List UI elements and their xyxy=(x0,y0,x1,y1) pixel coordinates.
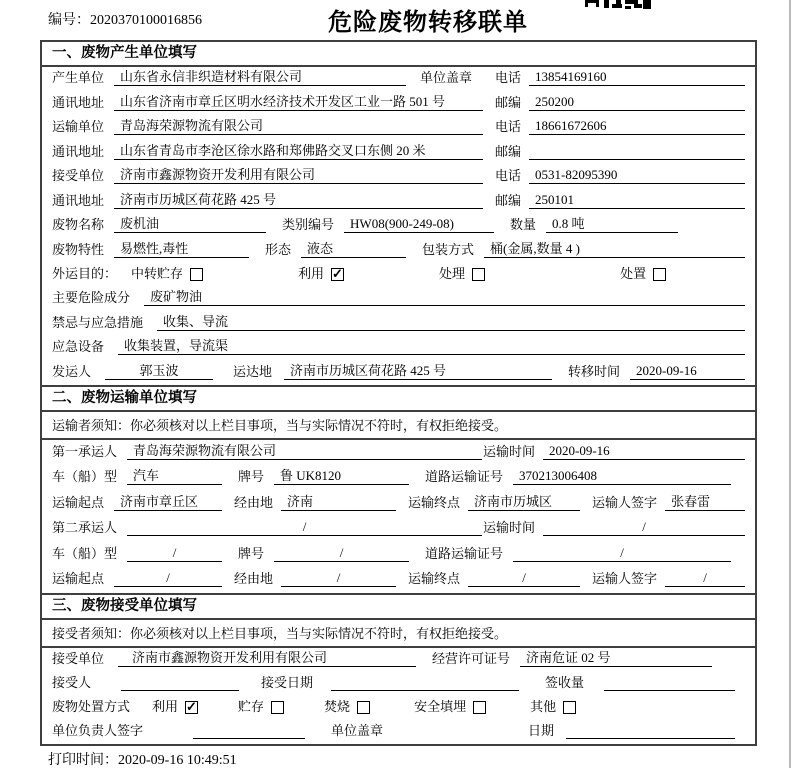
page-edge-line xyxy=(789,0,791,768)
producer-address-field: 山东省济南市章丘区明水经济技术开发区工业一路 501 号 xyxy=(114,93,483,111)
address-label: 通讯地址 xyxy=(52,143,105,159)
disposal-method-row xyxy=(42,698,755,719)
producer-unit-field: 山东省永信非织造材料有限公司 xyxy=(114,68,406,86)
first-carrier-field: 青岛海荣源物流有限公司 xyxy=(127,442,482,460)
origin-label: 运输起点 xyxy=(52,494,105,510)
transfer-storage-checkbox xyxy=(190,268,203,281)
first-road-license-field: 370213006408 xyxy=(513,467,731,485)
section1-body xyxy=(42,67,755,385)
consignor-field: 郭玉波 xyxy=(105,362,213,380)
receiver-phone-field: 0531-82095390 xyxy=(529,166,745,184)
address-label: 通讯地址 xyxy=(52,94,105,110)
transport-time-label: 运输时间 xyxy=(483,520,536,536)
responsible-sign-field xyxy=(193,722,305,739)
waste-name-field: 废机油 xyxy=(114,215,266,233)
purpose-option-utilize: 利用 ✓ xyxy=(298,265,344,282)
first-origin-field: 济南市章丘区 xyxy=(114,493,222,511)
hazard-component-row xyxy=(42,288,755,310)
emergency-measures-field: 收集、导流 xyxy=(157,313,745,331)
receiver-address-field: 济南市历城区荷花路 425 号 xyxy=(114,191,483,209)
zip-label: 邮编 xyxy=(495,94,522,110)
origin-label: 运输起点 xyxy=(52,571,105,587)
terminus-label: 运输终点 xyxy=(408,571,461,587)
first-transport-time-field: 2020-09-16 xyxy=(543,442,745,460)
producer-address-row xyxy=(42,93,755,115)
phone-label: 电话 xyxy=(495,168,522,184)
waste-character-label: 废物特性 xyxy=(52,241,105,257)
first-terminus-field: 济南市历城区 xyxy=(468,493,580,511)
quantity-label: 数量 xyxy=(510,217,537,233)
hazard-component-label: 主要危险成分 xyxy=(52,290,131,306)
received-amount-field xyxy=(604,674,735,691)
receiver-unit-label: 接受单位 xyxy=(52,168,105,184)
consignor-row xyxy=(42,362,755,384)
accept-person-row xyxy=(42,674,755,695)
disposal-store-checkbox xyxy=(271,701,284,714)
disposal-option-utilize: 利用 ✓ xyxy=(152,698,198,715)
destination-label: 运达地 xyxy=(233,363,273,379)
section3-heading: 三、废物接受单位填写 xyxy=(42,593,755,620)
via-label: 经由地 xyxy=(234,571,274,587)
waste-name-row xyxy=(42,215,755,237)
address-label: 通讯地址 xyxy=(52,192,105,208)
via-label: 经由地 xyxy=(234,494,274,510)
transporter-notice: 运输者须知：你必须核对以上栏目事项，当与实际情况不符时，有权拒绝接受。 xyxy=(42,412,755,440)
form-label: 形态 xyxy=(265,241,292,257)
first-vehicle-type-field: 汽车 xyxy=(127,467,222,485)
accept-unit-label: 接受单位 xyxy=(52,651,105,667)
emergency-equipment-field: 收集装置，导流渠 xyxy=(118,337,745,355)
second-carrier-label: 第二承运人 xyxy=(52,520,118,536)
second-vehicle-type-field: / xyxy=(127,544,222,562)
quantity-field: 0.8 吨 xyxy=(546,215,678,233)
second-carrier-row xyxy=(42,518,755,540)
emergency-measures-label: 禁忌与应急措施 xyxy=(52,314,144,330)
first-via-field: 济南 xyxy=(281,493,396,511)
road-license-label: 道路运输证号 xyxy=(425,469,504,485)
disposal-incinerate-checkbox xyxy=(357,701,370,714)
first-plate-field: 鲁 UK8120 xyxy=(274,467,409,485)
plate-label: 牌号 xyxy=(238,469,265,485)
terminus-label: 运输终点 xyxy=(408,494,461,510)
seal-date-field xyxy=(566,722,735,739)
vehicle-type-label: 车（船）型 xyxy=(52,545,118,561)
accept-person-label: 接受人 xyxy=(52,675,92,691)
second-plate-field: / xyxy=(274,544,409,562)
receiver-unit-field: 济南市鑫源物资开发利用有限公司 xyxy=(114,166,483,184)
transporter-unit-label: 运输单位 xyxy=(52,119,105,135)
qr-code-fragment xyxy=(585,0,651,13)
permit-number-label: 经营许可证号 xyxy=(432,651,511,667)
second-vehicle-row xyxy=(42,544,755,566)
disposal-option-incinerate: 焚烧 xyxy=(324,698,370,715)
accept-date-label: 接受日期 xyxy=(261,675,314,691)
accept-date-field xyxy=(331,674,519,691)
waste-name-label: 废物名称 xyxy=(52,217,105,233)
purpose-option-treat: 处理 xyxy=(439,265,485,282)
packing-field: 桶(金属,数量 4 ) xyxy=(484,240,745,258)
second-carrier-sign-field: / xyxy=(665,569,745,587)
consignor-label: 发运人 xyxy=(52,363,92,379)
transfer-time-label: 转移时间 xyxy=(568,363,621,379)
carrier-sign-label: 运输人签字 xyxy=(592,494,658,510)
second-origin-field: / xyxy=(114,569,222,587)
transporter-unit-field: 青岛海荣源物流有限公司 xyxy=(114,117,483,135)
transporter-phone-field: 18661672606 xyxy=(529,117,745,135)
hazard-component-field: 废矿物油 xyxy=(144,288,745,306)
purpose-option-transfer-storage: 中转贮存 xyxy=(131,265,203,282)
road-license-label: 道路运输证号 xyxy=(425,545,504,561)
permit-number-field: 济南危证 02 号 xyxy=(520,649,712,667)
disposal-option-landfill: 安全填埋 xyxy=(414,698,486,715)
disposal-option-store: 贮存 xyxy=(238,698,284,715)
section2-body xyxy=(42,440,755,593)
producer-unit-row xyxy=(42,68,755,90)
serial-number: 编号：2020370100016856 xyxy=(48,13,202,28)
accept-person-field xyxy=(121,674,239,691)
first-carrier-label: 第一承运人 xyxy=(52,443,118,459)
first-carrier-row xyxy=(42,442,755,464)
responsible-sign-row xyxy=(42,722,755,743)
purpose-option-dispose: 处置 xyxy=(620,265,666,282)
unit-seal-label: 单位盖章 xyxy=(420,70,473,86)
transporter-address-field: 山东省青岛市李沧区徐水路和郑佛路交叉口东侧 20 米 xyxy=(114,142,483,160)
phone-label: 电话 xyxy=(495,70,522,86)
accept-unit-field: 济南市鑫源物资开发利用有限公司 xyxy=(118,649,416,667)
zip-label: 邮编 xyxy=(495,143,522,159)
section2-heading: 二、废物运输单位填写 xyxy=(42,385,755,412)
first-carrier-sign-field: 张春雷 xyxy=(665,493,745,511)
received-amount-label: 签收量 xyxy=(545,675,585,691)
category-code-label: 类别编号 xyxy=(282,217,335,233)
disposal-landfill-checkbox xyxy=(473,701,486,714)
date-label: 日期 xyxy=(528,722,555,738)
vehicle-type-label: 车（船）型 xyxy=(52,469,118,485)
section1-heading: 一、废物产生单位填写 xyxy=(42,42,755,67)
manifest-form xyxy=(40,40,757,746)
producer-zip-field: 250200 xyxy=(529,93,745,111)
transporter-zip-field xyxy=(529,143,745,160)
carrier-sign-label: 运输人签字 xyxy=(592,571,658,587)
second-via-field: / xyxy=(281,569,396,587)
second-transport-time-field: / xyxy=(543,518,745,536)
waste-character-field: 易燃性,毒性 xyxy=(114,240,249,258)
second-route-row xyxy=(42,569,755,591)
phone-label: 电话 xyxy=(495,119,522,135)
outbound-purpose-row xyxy=(42,265,755,286)
emergency-measures-row xyxy=(42,313,755,335)
dispose-checkbox xyxy=(653,268,666,281)
receiver-zip-field: 250101 xyxy=(529,191,745,209)
transporter-unit-row xyxy=(42,117,755,139)
form-field: 液态 xyxy=(301,240,406,258)
page-title: 危险废物转移联单 xyxy=(328,10,528,36)
destination-field: 济南市历城区荷花路 425 号 xyxy=(284,362,552,380)
second-road-license-field: / xyxy=(513,544,731,562)
purpose-label: 外运目的： xyxy=(52,265,118,281)
disposal-option-other: 其他 xyxy=(530,698,576,715)
emergency-equipment-row xyxy=(42,337,755,359)
second-terminus-field: / xyxy=(468,569,580,587)
print-time: 打印时间：2020-09-16 10:49:51 xyxy=(48,753,237,768)
first-route-row xyxy=(42,493,755,515)
producer-unit-label: 产生单位 xyxy=(52,70,105,86)
section3-body xyxy=(42,648,755,744)
transporter-address-row xyxy=(42,142,755,164)
receiver-unit-row xyxy=(42,166,755,188)
utilize-checkbox xyxy=(331,268,344,281)
category-code-field: HW08(900-249-08) xyxy=(344,215,494,233)
disposal-method-label: 废物处置方式 xyxy=(52,698,131,714)
transfer-time-field: 2020-09-16 xyxy=(630,362,745,380)
receiver-notice: 接受者须知：你必须核对以上栏目事项，当与实际情况不符时，有权拒绝接受。 xyxy=(42,620,755,648)
disposal-other-checkbox xyxy=(563,701,576,714)
treat-checkbox xyxy=(472,268,485,281)
second-carrier-field: / xyxy=(127,518,482,536)
zip-label: 邮编 xyxy=(495,192,522,208)
responsible-sign-label: 单位负责人签字 xyxy=(52,722,144,738)
first-vehicle-row xyxy=(42,467,755,489)
receiver-address-row xyxy=(42,191,755,213)
accept-unit-row xyxy=(42,649,755,671)
waste-character-row xyxy=(42,240,755,262)
plate-label: 牌号 xyxy=(238,545,265,561)
unit-seal-label: 单位盖章 xyxy=(331,722,384,738)
producer-phone-field: 13854169160 xyxy=(529,68,745,86)
disposal-utilize-checkbox xyxy=(185,701,198,714)
packing-label: 包装方式 xyxy=(422,241,475,257)
emergency-equipment-label: 应急设备 xyxy=(52,339,105,355)
transport-time-label: 运输时间 xyxy=(483,443,536,459)
